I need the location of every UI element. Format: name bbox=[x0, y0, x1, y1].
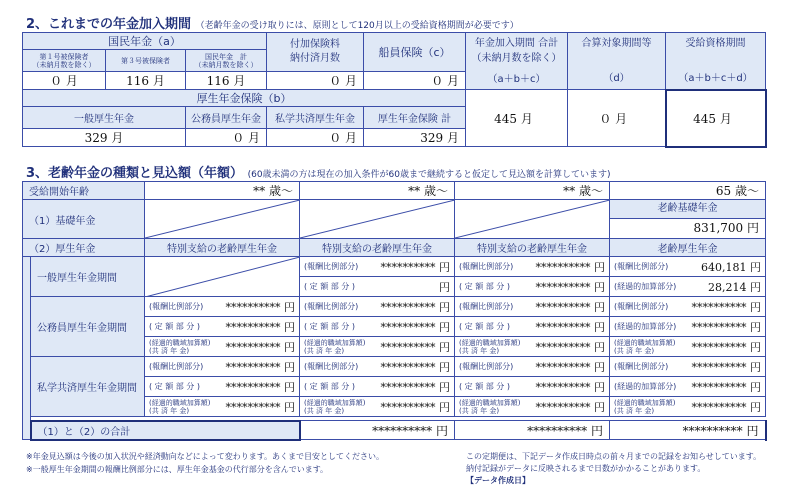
total-3: ********** 円 bbox=[610, 421, 766, 440]
shokuiki-label: (経過的職域加算額) bbox=[149, 338, 211, 347]
total-header-1: 年金加入期間 合計 bbox=[474, 37, 559, 49]
stars-value: ********** 円 bbox=[691, 320, 761, 334]
kosei-val-1: 329 月 bbox=[23, 129, 186, 147]
section2-heading bbox=[26, 13, 519, 32]
kiso-value: 831,700 円 bbox=[693, 221, 759, 235]
section2-title: 2、これまでの年金加入期間 bbox=[26, 17, 192, 32]
shokuiki-label: (経過的職域加算額) bbox=[614, 398, 676, 407]
komuin-teigaku-2 bbox=[300, 319, 454, 335]
shokuiki-sub: (共 済 年 金) bbox=[459, 406, 500, 415]
age-4: 65 歳〜 bbox=[610, 182, 766, 200]
komuin-hoshu-65 bbox=[610, 299, 765, 315]
diagonal-line-icon bbox=[145, 200, 300, 238]
shigaku-shokuiki-3 bbox=[455, 399, 609, 415]
kiso-empty-3 bbox=[455, 200, 610, 239]
total-val: 445 月 bbox=[466, 90, 568, 147]
komuin-shokuiki-65 bbox=[610, 339, 765, 355]
kokumin-col-2: 第３号被保険者 bbox=[106, 50, 186, 72]
amount-table bbox=[22, 181, 767, 441]
age-1: ** 歳〜 bbox=[145, 182, 300, 200]
hoshu-label: (報酬比例部分) bbox=[614, 302, 669, 311]
ippan-hoshu-65-value: 640,181 円 bbox=[701, 260, 761, 274]
shigaku-label: 私学共済厚生年金期間 bbox=[31, 357, 145, 417]
stars-value: ********** 円 bbox=[535, 360, 605, 374]
teigaku-label: ( 定 額 部 分 ) bbox=[304, 322, 355, 331]
stars-value: ********** 円 bbox=[691, 360, 761, 374]
left-spacer bbox=[23, 257, 31, 440]
ippan-hoshu-3 bbox=[455, 259, 609, 275]
shigaku-teigaku-1 bbox=[145, 379, 299, 395]
komuin-label: 公務員厚生年金期間 bbox=[31, 297, 145, 357]
age-2: ** 歳〜 bbox=[300, 182, 455, 200]
kokumin-header: 国民年金（a） bbox=[23, 33, 267, 50]
kiso-label: （1）基礎年金 bbox=[23, 200, 145, 239]
kosei-col-4: 厚生年金保険 計 bbox=[364, 107, 466, 129]
total-header bbox=[466, 33, 568, 90]
shigaku-keika-65 bbox=[610, 379, 765, 395]
ippan-teigaku-2 bbox=[300, 279, 454, 295]
hoshu-label: (報酬比例部分) bbox=[459, 362, 514, 371]
shigaku-shokuiki-65 bbox=[610, 399, 765, 415]
kosei-name-3: 特別支給の老齢厚生年金 bbox=[455, 239, 610, 257]
section3-note: (60歳未満の方は現在の加入条件が60歳まで継続すると仮定して見込額を計算しています) bbox=[247, 170, 611, 180]
shigaku-hoshu-1 bbox=[145, 359, 299, 375]
kokumin-val-3: 116 月 bbox=[186, 72, 267, 90]
stars-value: ********** 円 bbox=[225, 380, 295, 394]
diagonal-line-icon bbox=[455, 200, 610, 238]
footer-note-1: ※年金見込額は今後の加入状況や経済動向などによって変わります。あくまで目安としてください。 bbox=[26, 452, 385, 461]
shigaku-shokuiki-2 bbox=[300, 399, 454, 415]
footer-note-2: ※一般厚生年金期間の報酬比例部分には、厚生年金基金の代行部分を含んでいます。 bbox=[26, 465, 329, 474]
shokuiki-sub: (共 済 年 金) bbox=[459, 346, 500, 355]
jukyu-header bbox=[666, 33, 766, 90]
period-table bbox=[22, 32, 767, 148]
komuin-shokuiki-2 bbox=[300, 339, 454, 355]
kiso-name: 老齢基礎年金 bbox=[610, 200, 765, 219]
kosei-val-2: ０ 月 bbox=[186, 129, 267, 147]
kosei-label: （2）厚生年金 bbox=[23, 239, 145, 257]
hoshu-label: (報酬比例部分) bbox=[614, 262, 669, 271]
shokuiki-sub: (共 済 年 金) bbox=[149, 406, 190, 415]
stars-value: ********** 円 bbox=[225, 400, 295, 414]
teigaku-label: ( 定 額 部 分 ) bbox=[304, 382, 355, 391]
stars-value: ********** 円 bbox=[691, 340, 761, 354]
stars-value: ********** 円 bbox=[691, 300, 761, 314]
section3-title: 3、老齢年金の種類と見込額（年額） bbox=[26, 166, 244, 181]
shokuiki-sub: (共 済 年 金) bbox=[304, 346, 345, 355]
kosei-header: 厚生年金保険（b） bbox=[23, 90, 466, 107]
kosei-col-2: 公務員厚生年金 bbox=[186, 107, 267, 129]
footer-note-3: この定期便は、下記データ作成日時点の前々月までの記録をお知らせしています。 bbox=[466, 452, 762, 461]
shokuiki-label: (経過的職域加算額) bbox=[149, 398, 211, 407]
age-3: ** 歳〜 bbox=[455, 182, 610, 200]
stars-value: ********** 円 bbox=[691, 400, 761, 414]
shigaku-teigaku-3 bbox=[455, 379, 609, 395]
shokuiki-label: (経過的職域加算額) bbox=[304, 398, 366, 407]
stars-value: ********** 円 bbox=[225, 360, 295, 374]
start-age-label: 受給開始年齢 bbox=[23, 182, 145, 200]
footer-note-4: 納付記録がデータに反映されるまで日数がかかることがあります。 bbox=[466, 464, 706, 473]
shokuiki-label: (経過的職域加算額) bbox=[459, 338, 521, 347]
shigaku-hoshu-65 bbox=[610, 359, 765, 375]
fuka-label2: 納付済月数 bbox=[290, 53, 341, 64]
fuka-label: 付加保険料 bbox=[290, 39, 341, 50]
komuin-shokuiki-1 bbox=[145, 339, 299, 355]
ippan-keika-65-value: 28,214 円 bbox=[708, 280, 761, 294]
shokuiki-sub: (共 済 年 金) bbox=[304, 406, 345, 415]
section3-heading bbox=[26, 162, 611, 181]
stars-value: ********** 円 bbox=[535, 300, 605, 314]
stars-value: ********** 円 bbox=[380, 300, 450, 314]
shigaku-shokuiki-1 bbox=[145, 399, 299, 415]
kokumin-col-3 bbox=[186, 50, 267, 72]
ippan-hoshu-2 bbox=[300, 259, 454, 275]
ippan-label: 一般厚生年金期間 bbox=[31, 257, 145, 297]
hoshu-label: (報酬比例部分) bbox=[614, 362, 669, 371]
stars-value: ********** 円 bbox=[225, 340, 295, 354]
fuka-header bbox=[267, 33, 364, 72]
total-1: ********** 円 bbox=[300, 421, 455, 440]
hoshu-label: (報酬比例部分) bbox=[459, 262, 514, 271]
kokumin-col-1-sub: （未納月数を除く） bbox=[32, 60, 96, 69]
hoshu-label: (報酬比例部分) bbox=[149, 302, 204, 311]
komuin-shokuiki-3 bbox=[455, 339, 609, 355]
stars-value: ********** 円 bbox=[380, 340, 450, 354]
komuin-hoshu-2 bbox=[300, 299, 454, 315]
stars-value: ********** 円 bbox=[535, 340, 605, 354]
kosei-val-3: ０ 月 bbox=[267, 129, 364, 147]
kiso-empty-2 bbox=[300, 200, 455, 239]
stars-value: ********** 円 bbox=[535, 320, 605, 334]
diagonal-line-icon bbox=[300, 200, 455, 238]
total-label: （1）と（2）の合計 bbox=[31, 421, 300, 440]
ippan-hoshu-65 bbox=[610, 259, 765, 275]
keika-label: (経過的加算部分) bbox=[614, 282, 677, 291]
senin-val: ０ 月 bbox=[364, 72, 466, 90]
kosei-val-4: 329 月 bbox=[364, 129, 466, 147]
shigaku-hoshu-2 bbox=[300, 359, 454, 375]
jukyu-val: 445 月 bbox=[666, 90, 766, 147]
teigaku-label: ( 定 額 部 分 ) bbox=[459, 322, 510, 331]
komuin-keika-65 bbox=[610, 319, 765, 335]
jukyu-header-1: 受給資格期間 bbox=[685, 37, 746, 49]
shigaku-teigaku-2 bbox=[300, 379, 454, 395]
stars-value: ********** 円 bbox=[225, 320, 295, 334]
stars-value: ********** 円 bbox=[535, 280, 605, 294]
komuin-hoshu-3 bbox=[455, 299, 609, 315]
keika-label: (経過的加算部分) bbox=[614, 382, 677, 391]
senin-header: 船員保険（c） bbox=[364, 33, 466, 72]
stars-value: ********** 円 bbox=[535, 400, 605, 414]
hoshu-label: (報酬比例部分) bbox=[304, 362, 359, 371]
kiso-empty-1 bbox=[145, 200, 300, 239]
shigaku-hoshu-3 bbox=[455, 359, 609, 375]
komuin-hoshu-1 bbox=[145, 299, 299, 315]
total-header-3: （a＋b＋c） bbox=[487, 73, 546, 85]
komuin-teigaku-3 bbox=[455, 319, 609, 335]
shokuiki-sub: (共 済 年 金) bbox=[149, 346, 190, 355]
shokuiki-label: (経過的職域加算額) bbox=[459, 398, 521, 407]
shokuiki-sub: (共 済 年 金) bbox=[614, 406, 655, 415]
ippan-keika-65 bbox=[610, 279, 765, 295]
hoshu-label: (報酬比例部分) bbox=[149, 362, 204, 371]
hoshu-label: (報酬比例部分) bbox=[459, 302, 514, 311]
keika-label: (経過的加算部分) bbox=[614, 322, 677, 331]
stars-value: ********** 円 bbox=[380, 380, 450, 394]
stars-value: ********** 円 bbox=[380, 400, 450, 414]
kosei-col-3: 私学共済厚生年金 bbox=[267, 107, 364, 129]
gassan-header bbox=[568, 33, 666, 90]
ippan-teigaku-3 bbox=[455, 279, 609, 295]
total-2: ********** 円 bbox=[455, 421, 610, 440]
kosei-name-2: 特別支給の老齢厚生年金 bbox=[300, 239, 455, 257]
kokumin-val-1: ０ 月 bbox=[23, 72, 106, 90]
teigaku-label: ( 定 額 部 分 ) bbox=[459, 282, 510, 291]
gassan-val: ０ 月 bbox=[568, 90, 666, 147]
ippan-empty-1 bbox=[145, 257, 300, 297]
stars-value: ********** 円 bbox=[380, 320, 450, 334]
stars-value: ********** 円 bbox=[535, 260, 605, 274]
kiso-65 bbox=[610, 200, 766, 239]
kokumin-col-1 bbox=[23, 50, 106, 72]
kokumin-val-2: 116 月 bbox=[106, 72, 186, 90]
kosei-name-1: 特別支給の老齢厚生年金 bbox=[145, 239, 300, 257]
kokumin-col-3-label: 国民年金 計 bbox=[205, 52, 247, 61]
teigaku-label: ( 定 額 部 分 ) bbox=[149, 322, 200, 331]
stars-value: ********** 円 bbox=[225, 300, 295, 314]
total-header-2: （未納月数を除く） bbox=[471, 52, 562, 64]
shokuiki-label: (経過的職域加算額) bbox=[614, 338, 676, 347]
fuka-val: ０ 月 bbox=[267, 72, 364, 90]
gassan-header-1: 合算対象期間等 bbox=[581, 38, 652, 49]
kokumin-col-3-sub: （未納月数を除く） bbox=[194, 60, 258, 69]
yen-value: 円 bbox=[439, 280, 450, 294]
hoshu-label: (報酬比例部分) bbox=[304, 302, 359, 311]
stars-value: ********** 円 bbox=[535, 380, 605, 394]
section2-note: （老齢年金の受け取りには、原則として120月以上の受給資格期間が必要です） bbox=[195, 21, 519, 31]
teigaku-label: ( 定 額 部 分 ) bbox=[459, 382, 510, 391]
komuin-teigaku-1 bbox=[145, 319, 299, 335]
footer-note-5: 【データ作成日】 bbox=[466, 476, 530, 485]
stars-value: ********** 円 bbox=[380, 360, 450, 374]
shokuiki-label: (経過的職域加算額) bbox=[304, 338, 366, 347]
shokuiki-sub: (共 済 年 金) bbox=[614, 346, 655, 355]
kokumin-col-1-label: 第１号被保険者 bbox=[39, 52, 89, 61]
kosei-col-1: 一般厚生年金 bbox=[23, 107, 186, 129]
diagonal-line-icon bbox=[145, 257, 300, 297]
gassan-header-3: （d） bbox=[603, 73, 630, 84]
hoshu-label: (報酬比例部分) bbox=[304, 262, 359, 271]
teigaku-label: ( 定 額 部 分 ) bbox=[149, 382, 200, 391]
kosei-name-4: 老齢厚生年金 bbox=[610, 239, 766, 257]
stars-value: ********** 円 bbox=[691, 380, 761, 394]
teigaku-label: ( 定 額 部 分 ) bbox=[304, 282, 355, 291]
jukyu-header-3: （a＋b＋c＋d） bbox=[678, 72, 753, 84]
stars-value: ********** 円 bbox=[380, 260, 450, 274]
